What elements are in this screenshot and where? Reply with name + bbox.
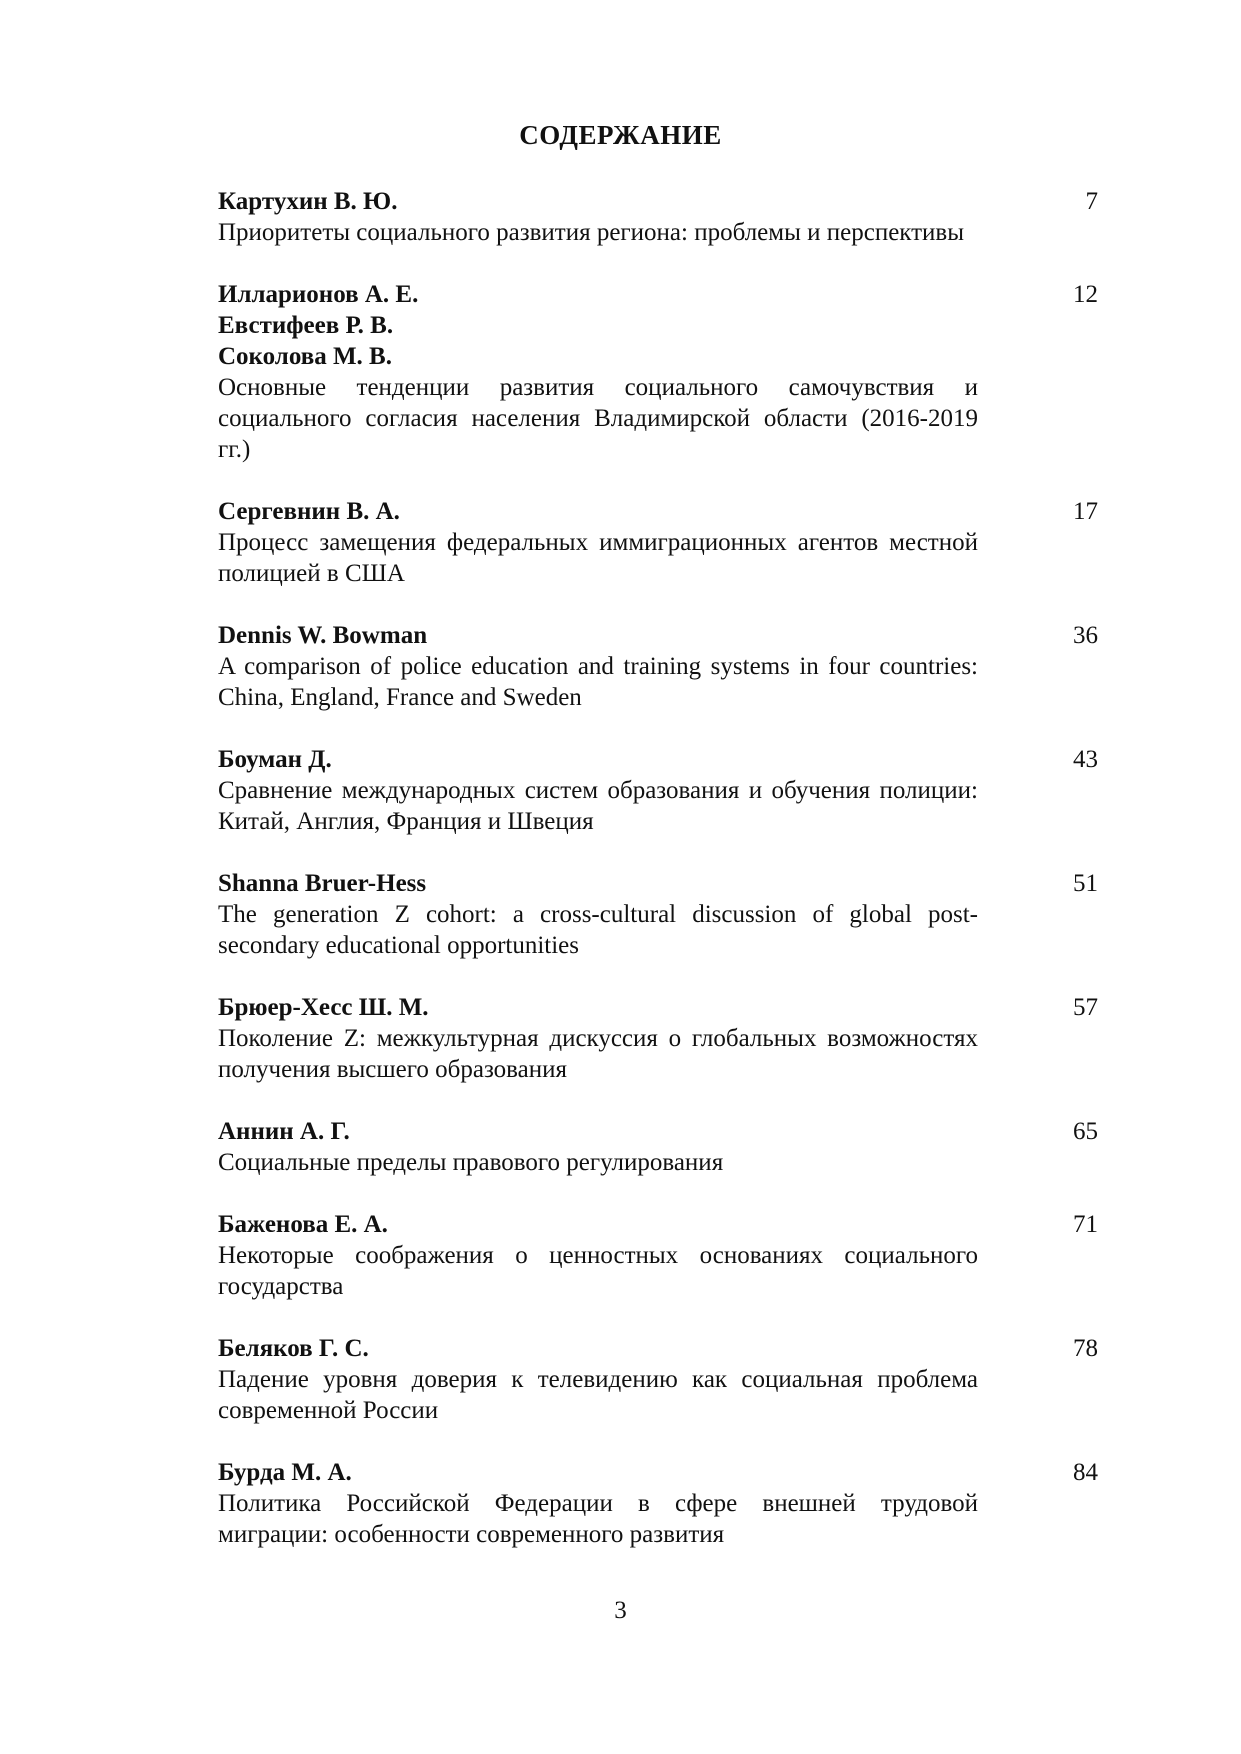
entry-authors bbox=[218, 1457, 978, 1488]
entry-page-number: 12 bbox=[1073, 281, 1098, 308]
page-number: 3 bbox=[614, 1597, 627, 1624]
entry-page-number: 17 bbox=[1073, 498, 1098, 525]
entry-author: Соколова М. В. bbox=[218, 343, 392, 370]
entry-author: Брюер-Хесс Ш. М. bbox=[218, 994, 429, 1021]
entry-page-number: 36 bbox=[1073, 622, 1098, 649]
entry-title: A comparison of police education and training systems in four countries: China, England, France and Sweden bbox=[218, 653, 978, 711]
entry-authors bbox=[218, 279, 978, 372]
entry-page-number: 65 bbox=[1073, 1118, 1098, 1145]
toc-entry bbox=[218, 186, 1098, 248]
entry-author: Dennis W. Bowman bbox=[218, 622, 428, 649]
entry-title: Политика Российской Федерации в сфере внешней трудовой миграции: особенности современного развития bbox=[218, 1490, 978, 1548]
entry-authors bbox=[218, 868, 978, 899]
entry-author: Илларионов А. Е. bbox=[218, 281, 419, 308]
toc-entry bbox=[218, 744, 1098, 837]
entry-author: Картухин В. Ю. bbox=[218, 188, 398, 215]
entry-title: Процесс замещения федеральных иммиграционных агентов местной полицией в США bbox=[218, 529, 978, 587]
entry-author: Баженова Е. А. bbox=[218, 1211, 388, 1238]
entry-title: Приоритеты социального развития региона: проблемы и перспективы bbox=[218, 219, 965, 246]
entry-author: Shanna Bruer-Hess bbox=[218, 870, 427, 897]
table-of-contents bbox=[218, 186, 1098, 1581]
page-title: СОДЕРЖАНИЕ bbox=[519, 120, 722, 150]
toc-entry bbox=[218, 279, 1098, 465]
entry-page-number: 71 bbox=[1073, 1211, 1098, 1238]
entry-title: Сравнение международных систем образования и обучения полиции: Китай, Англия, Франция и Швеция bbox=[218, 777, 978, 835]
entry-page-number: 57 bbox=[1073, 994, 1098, 1021]
entry-title: Социальные пределы правового регулирования bbox=[218, 1149, 724, 1176]
toc-entry bbox=[218, 868, 1098, 961]
entry-page-number: 51 bbox=[1073, 870, 1098, 897]
entry-title: Основные тенденции развития социального самочувствия и социального согласия населения Владимирской области (2016-2019 гг.) bbox=[218, 374, 978, 463]
toc-entry bbox=[218, 1116, 1098, 1178]
entry-title: The generation Z cohort: a cross-cultural discussion of global post-secondary educational opportunities bbox=[218, 901, 978, 959]
entry-authors bbox=[218, 186, 978, 217]
toc-entry bbox=[218, 1457, 1098, 1550]
toc-entry bbox=[218, 1209, 1098, 1302]
entry-title: Некоторые соображения о ценностных основаниях социального государства bbox=[218, 1242, 978, 1300]
entry-author: Аннин А. Г. bbox=[218, 1118, 350, 1145]
entry-author: Боуман Д. bbox=[218, 746, 332, 773]
entry-page-number: 84 bbox=[1073, 1459, 1098, 1486]
entry-authors bbox=[218, 496, 978, 527]
entry-page-number: 7 bbox=[1085, 188, 1098, 215]
entry-page-number: 78 bbox=[1073, 1335, 1098, 1362]
entry-author: Бурда М. А. bbox=[218, 1459, 352, 1486]
entry-authors bbox=[218, 1209, 978, 1240]
entry-author: Евстифеев Р. В. bbox=[218, 312, 394, 339]
entry-title: Падение уровня доверия к телевидению как социальная проблема современной России bbox=[218, 1366, 978, 1424]
entry-authors bbox=[218, 1116, 978, 1147]
toc-entry bbox=[218, 1333, 1098, 1426]
entry-authors bbox=[218, 620, 978, 651]
toc-entry bbox=[218, 496, 1098, 589]
entry-title: Поколение Z: межкультурная дискуссия о глобальных возможностях получения высшего образования bbox=[218, 1025, 978, 1083]
entry-author: Сергевнин В. А. bbox=[218, 498, 400, 525]
entry-authors bbox=[218, 1333, 978, 1364]
entry-page-number: 43 bbox=[1073, 746, 1098, 773]
entry-author: Беляков Г. С. bbox=[218, 1335, 369, 1362]
toc-entry bbox=[218, 620, 1098, 713]
entry-authors bbox=[218, 744, 978, 775]
entry-authors bbox=[218, 992, 978, 1023]
toc-entry bbox=[218, 992, 1098, 1085]
